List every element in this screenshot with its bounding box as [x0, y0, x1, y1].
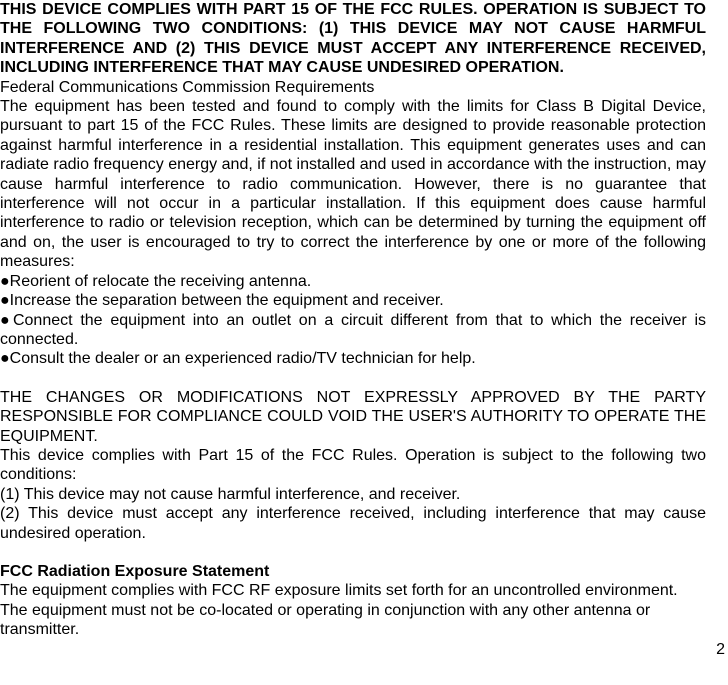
radiation-title: FCC Radiation Exposure Statement [0, 562, 270, 580]
condition-item: (1) This device may not cause harmful interference, and receiver. [0, 485, 461, 503]
radiation-line: The equipment must not be co-located or operating in conjunction with any other antenna or transmitter. [0, 601, 651, 639]
changes-warning: THE CHANGES OR MODIFICATIONS NOT EXPRESSLY APPROVED BY THE PARTY RESPONSIBLE FOR COMPLIANCE COULD VOID THE USER'S AUTHORITY TO OPERATE THE EQUIPMENT. [0, 388, 706, 445]
fcc-compliance-heading: THIS DEVICE COMPLIES WITH PART 15 OF THE FCC RULES. OPERATION IS SUBJECT TO THE FOLLOWING TWO CONDITIONS: (1) THIS DEVICE MAY NOT CAUSE HARMFUL INTERFERENCE AND (2) THIS DEVICE MUST ACCEPT ANY INTERFERENCE RECEIVED, INCLUDING INTERFERENCE THAT MAY CAUSE UNDESIRED OPERATION. [0, 1, 706, 77]
fcc-requirements-title: Federal Communications Commission Requirements [0, 78, 375, 96]
measure-item: ●Connect the equipment into an outlet on a circuit different from that to which the receiver is connected. [0, 311, 706, 348]
paragraph-gap [0, 369, 706, 388]
measure-item: ●Increase the separation between the equipment and receiver. [0, 292, 444, 310]
fcc-requirements-body: The equipment has been tested and found to comply with the limits for Class B Digital Device, pursuant to part 15 of the FCC Rules. These limits are designed to provide reasonable protection against harmful interference in a residential installation. This equipment generates uses and can radiate radio frequency energy and, if not installed and used in accordance with the instruction, may cause harmful interference to radio communication. However, there is no guarantee that interference will not occur in a particular installation. If this equipment does cause harmful interference to radio or television reception, which can be determined by turning the equipment off and on, the user is encouraged to try to correct the interference by one or more of the following measures: [0, 98, 706, 271]
page-number: 2 [716, 641, 725, 658]
measure-item: ●Consult the dealer or an experienced radio/TV technician for help. [0, 350, 476, 368]
radiation-line: The equipment complies with FCC RF exposure limits set forth for an uncontrolled environment. [0, 582, 678, 600]
condition-item: (2) This device must accept any interference received, including interference that may cause undesired operation. [0, 505, 706, 542]
measure-item: ●Reorient of relocate the receiving antenna. [0, 272, 312, 290]
part15-statement: This device complies with Part 15 of the FCC Rules. Operation is subject to the following two conditions: [0, 446, 706, 484]
paragraph-gap [0, 543, 706, 562]
